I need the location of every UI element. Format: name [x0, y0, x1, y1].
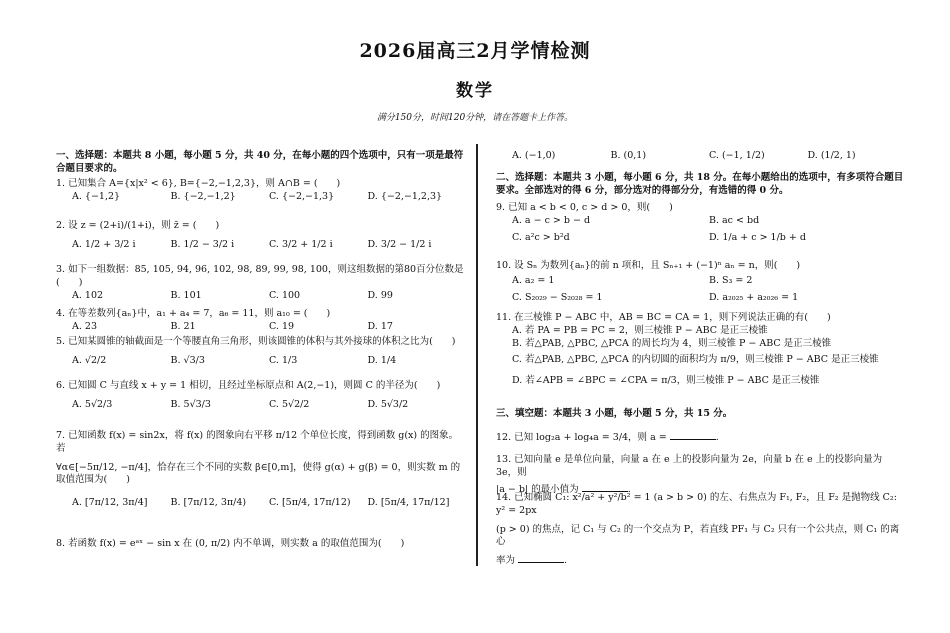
page-title: 2026届高三2月学情检测: [359, 40, 591, 62]
option-d: D. (1/2, 1): [807, 150, 856, 161]
question-13-stem: 13. 已知向量 e 是单位向量，向量 a 在 e 上的投影向量为 2e，向量 b 在 e 上的投影向量为 3e，则: [496, 454, 883, 478]
question-14-stem: 14. 已知椭圆 C₁: x²/a² + y²/b² = 1 (a > b > 0) 的左、右焦点为 F₁, F₂，且 F₂ 是抛物线 C₂: y² = 2px: [496, 492, 897, 516]
question-13-stem-cont: |a − b| 的最小值为: [496, 483, 579, 495]
question-9: [496, 202, 906, 244]
question-1-options: [72, 191, 466, 204]
question-5-stem: 5. 已知某圆锥的轴截面是一个等腰直角三角形，则该圆锥的体积与其外接球的体积之比为( ): [56, 336, 456, 347]
question-4-stem: 4. 在等差数列{aₙ}中，a₁ + a₄ = 7，a₆ = 11，则 a₁₀ = ( ): [56, 308, 331, 319]
option-a: A. 若 PA = PB = PC = 2，则三棱锥 P − ABC 是正三棱锥: [512, 324, 768, 336]
option-b: B. [7π/12, 3π/4): [170, 497, 247, 509]
question-5-options: [72, 355, 466, 368]
option-c: C. a²c > b²d: [512, 231, 570, 243]
option-c: C. {−2,−1,3}: [269, 190, 335, 202]
section-1-heading: 一、选择题：本题共 8 小题，每小题 5 分，共 40 分，在每小题的四个选项中，只有一项是最符合题目要求的。: [56, 150, 464, 174]
question-12: 12. 已知 log₂a + log₄a = 3/4，则 a = .: [496, 432, 719, 443]
question-7-options: [72, 497, 466, 510]
question-2: [56, 220, 466, 252]
question-4-options: [72, 321, 466, 334]
option-d: D. 3/2 − 1/2 i: [367, 238, 432, 250]
option-b: B. 1/2 − 3/2 i: [170, 238, 235, 250]
question-7-stem: 7. 已知函数 f(x) = sin2x，将 f(x) 的图象向右平移 π/12 个单位长度，得到函数 g(x) 的图象。若: [56, 430, 459, 454]
option-b: B. {−2,−1,2}: [170, 190, 236, 202]
option-a: A. (−1,0): [512, 150, 556, 161]
option-c: C. 1/3: [269, 354, 298, 366]
option-d: D. [5π/4, 17π/12]: [367, 497, 450, 509]
question-2-stem: 2. 设 z = (2+i)/(1+i)，则 z̄ = ( ): [56, 220, 220, 231]
option-b: B. S₃ = 2: [709, 274, 753, 286]
question-6: [56, 380, 466, 412]
column-divider: [476, 144, 478, 566]
section-3-heading: 三、填空题：本题共 3 小题，每小题 5 分，共 15 分。: [496, 408, 733, 419]
question-9-stem: 9. 已知 a < b < 0, c > d > 0，则( ): [496, 202, 673, 213]
left-column: [56, 150, 466, 549]
question-1: [56, 178, 466, 204]
option-b: B. √3/3: [170, 354, 205, 366]
option-d: D. 17: [367, 320, 393, 332]
option-a: A. {−1,2}: [72, 190, 121, 202]
exam-note: 满分150分，时间120分钟，请在答题卡上作答。: [376, 113, 574, 123]
option-c: C. 100: [269, 289, 301, 301]
answer-blank: [582, 482, 628, 492]
option-a: A. 5√2/3: [72, 398, 113, 410]
option-b: B. (0,1): [610, 150, 647, 161]
question-2-options: [72, 239, 466, 252]
option-c: C. 若△PAB, △PBC, △PCA 的内切圆的面积均为 π/9，则三棱锥 P − ABC 是正三棱锥: [512, 354, 879, 366]
right-column: [496, 150, 906, 567]
option-a: A. 102: [72, 289, 104, 301]
question-5: [56, 336, 466, 368]
option-a: A. [7π/12, 3π/4]: [72, 497, 148, 509]
option-c: C. 5√2/2: [269, 398, 310, 410]
option-c: C. 19: [269, 320, 295, 332]
question-8-stem: 8. 若函数 f(x) = eᵃˣ − sin x 在 (0, π/2) 内不单调，则实数 a 的取值范围为( ): [56, 538, 405, 549]
option-b: B. 21: [170, 320, 196, 332]
option-d: D. 1/4: [367, 354, 397, 366]
section-2-heading: 二、选择题：本题共 3 小题，每小题 6 分，共 18 分。在每小题给出的选项中，有多项符合题目要求。全部选对的得 6 分，部分选对的得部分分，有选错的得 0 分。: [496, 172, 904, 196]
option-c: C. S₂₀₂₉ − S₂₀₂₈ = 1: [512, 291, 603, 303]
question-10: [496, 260, 906, 304]
question-8-options: [512, 150, 906, 163]
answer-blank: [518, 553, 564, 563]
question-11-stem: 11. 在三棱锥 P − ABC 中，AB = BC = CA = 1，则下列说法正确的有( ): [496, 312, 831, 323]
question-8: [56, 538, 466, 551]
question-10-stem: 10. 设 Sₙ 为数列{aₙ}的前 n 项和，且 Sₙ₊₁ + (−1)ⁿ aₙ = n，则( ): [496, 260, 801, 271]
question-6-options: [72, 399, 466, 412]
option-b: B. 5√3/3: [170, 398, 211, 410]
option-d: D. a₂₀₂₅ + a₂₀₂₆ = 1: [709, 291, 799, 303]
question-7: [56, 430, 466, 510]
subject-title: 数学: [456, 81, 494, 101]
option-c: C. (−1, 1/2): [709, 150, 765, 161]
option-a: A. 23: [72, 320, 97, 332]
question-12-stem: 12. 已知 log₂a + log₄a = 3/4，则 a =: [496, 432, 667, 443]
option-b: B. 若△PAB, △PBC, △PCA 的周长均为 4，则三棱锥 P − ABC 是正三棱锥: [512, 337, 832, 349]
question-1-stem: 1. 已知集合 A={x|x² < 6}, B={−2,−1,2,3}，则 A∩B = ( ): [56, 178, 341, 189]
question-14-stem-end: 率为: [496, 555, 516, 567]
question-10-options: [512, 275, 906, 305]
option-d: D. 若∠APB = ∠BPC = ∠CPA = π/3，则三棱锥 P − ABC 是正三棱锥: [512, 375, 820, 387]
question-14-stem-cont: (p > 0) 的焦点，记 C₁ 与 C₂ 的一个交点为 P，若直线 PF₁ 与 C₂ 只有一个公共点，则 C₁ 的离心: [496, 523, 900, 548]
option-a: A. √2/2: [72, 354, 107, 366]
option-d: D. 5√3/2: [367, 398, 409, 410]
question-13: 13. 已知向量 e 是单位向量，向量 a 在 e 上的投影向量为 2e，向量 b 在 e 上的投影向量为 3e，则 |a − b| 的最小值为 .: [496, 454, 906, 496]
question-3-stem: 3. 如下一组数据：85, 105, 94, 96, 102, 98, 89, 99, 98, 100，则这组数据的第80百分位数是( ): [56, 264, 464, 288]
question-14: 14. 已知椭圆 C₁: x²/a² + y²/b² = 1 (a > b > 0) 的左、右焦点为 F₁, F₂，且 F₂ 是抛物线 C₂: y² = 2px (p > 0) 的焦点，记 C₁ 与 C₂ 的一个交点为 P，若直线 PF₁ 与 C₂ 只有一个公共点，则 C₁ 的离心 率为 .: [496, 492, 906, 568]
option-c: C. [5π/4, 17π/12): [269, 497, 351, 509]
question-3: [56, 264, 466, 302]
option-d: D. {−2,−1,2,3}: [367, 190, 443, 202]
option-a: A. a₂ = 1: [512, 274, 555, 286]
question-6-stem: 6. 已知圆 C 与直线 x + y = 1 相切，且经过坐标原点和 A(2,−1)，则圆 C 的半径为( ): [56, 380, 441, 391]
option-c: C. 3/2 + 1/2 i: [269, 238, 333, 250]
option-d: D. 1/a + c > 1/b + d: [709, 231, 806, 243]
question-3-options: [72, 290, 466, 303]
question-4: [56, 308, 466, 334]
option-d: D. 99: [367, 289, 393, 301]
option-b: B. 101: [170, 289, 202, 301]
question-7-stem-cont: ∀α∈[−5π/12, −π/4]，恰存在三个不同的实数 β∈[0,m]，使得 g(α) + g(β) = 0，则实数 m 的取值范围为( ): [56, 461, 461, 486]
option-b: B. ac < bd: [709, 214, 760, 226]
option-a: A. a − c > b − d: [512, 214, 591, 226]
question-11: [496, 312, 906, 388]
answer-blank: [670, 430, 716, 440]
option-a: A. 1/2 + 3/2 i: [72, 238, 136, 250]
question-9-options: [512, 215, 906, 245]
